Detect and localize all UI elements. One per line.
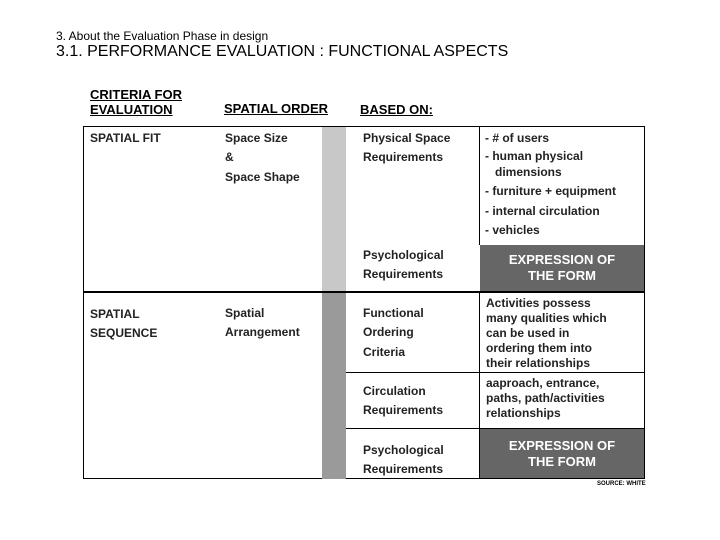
expression-of-form-box — [480, 429, 644, 478]
evaluation-table — [83, 126, 645, 479]
slide-subtitle: 3. About the Evaluation Phase in design — [56, 29, 269, 43]
list-item: - # of users — [485, 131, 550, 145]
row-divider — [84, 291, 644, 293]
order-line: Space Shape — [225, 170, 300, 184]
criteria-line: SPATIAL — [90, 307, 140, 321]
description-line: ordering them into — [486, 341, 592, 355]
description-line: Activities possess — [486, 296, 591, 310]
list-item: - internal circulation — [485, 204, 600, 218]
based-on-line: Requirements — [363, 150, 444, 164]
column-divider — [479, 127, 480, 245]
row-divider — [346, 372, 644, 373]
based-on-line: Functional — [363, 306, 424, 320]
shade-bar-spatial-sequence — [322, 293, 346, 479]
expression-line: EXPRESSION OF — [508, 437, 616, 453]
based-on-line: Circulation — [363, 384, 426, 398]
based-on-line: Requirements — [363, 403, 444, 417]
description-line: can be used in — [486, 326, 570, 340]
description-line: many qualities which — [486, 311, 607, 325]
header-criteria-line1: CRITERIA FOR — [90, 87, 182, 102]
header-based-on: BASED ON: — [360, 102, 433, 117]
source-note: SOURCE: WHITE — [597, 481, 646, 487]
header-spatial-order: SPATIAL ORDER — [224, 101, 329, 116]
header-criteria-line2: EVALUATION — [90, 102, 173, 117]
criteria-line: SEQUENCE — [90, 326, 158, 340]
based-on-line: Requirements — [363, 267, 444, 281]
expression-line: EXPRESSION OF — [508, 252, 616, 267]
list-item: - human physical — [485, 149, 584, 163]
based-on-line: Ordering — [363, 325, 414, 339]
list-item: - furniture + equipment — [485, 184, 617, 198]
order-line: Spatial — [225, 306, 265, 320]
description-line: paths, path/activities — [486, 391, 605, 405]
slide-title: 3.1. PERFORMANCE EVALUATION : FUNCTIONAL ASPECTS — [56, 43, 509, 60]
order-line: Space Size — [225, 131, 288, 145]
based-on-line: Psychological — [363, 248, 444, 262]
order-line: Arrangement — [225, 325, 300, 339]
expression-line: THE FORM — [528, 268, 596, 283]
based-on-line: Physical Space — [363, 131, 451, 145]
expression-of-form-box — [480, 245, 644, 291]
description-line: aaproach, entrance, — [486, 376, 600, 390]
list-item: dimensions — [485, 165, 562, 179]
based-on-line: Criteria — [363, 345, 406, 359]
order-line: & — [225, 150, 234, 164]
criteria-spatial-fit: SPATIAL FIT — [90, 131, 161, 145]
based-on-line: Requirements — [363, 462, 444, 476]
expression-line: THE FORM — [528, 453, 596, 469]
description-line: relationships — [486, 406, 561, 420]
based-on-line: Psychological — [363, 443, 444, 457]
description-line: their relationships — [486, 356, 591, 370]
list-item: - vehicles — [485, 223, 540, 237]
shade-bar-spatial-fit — [322, 127, 346, 291]
